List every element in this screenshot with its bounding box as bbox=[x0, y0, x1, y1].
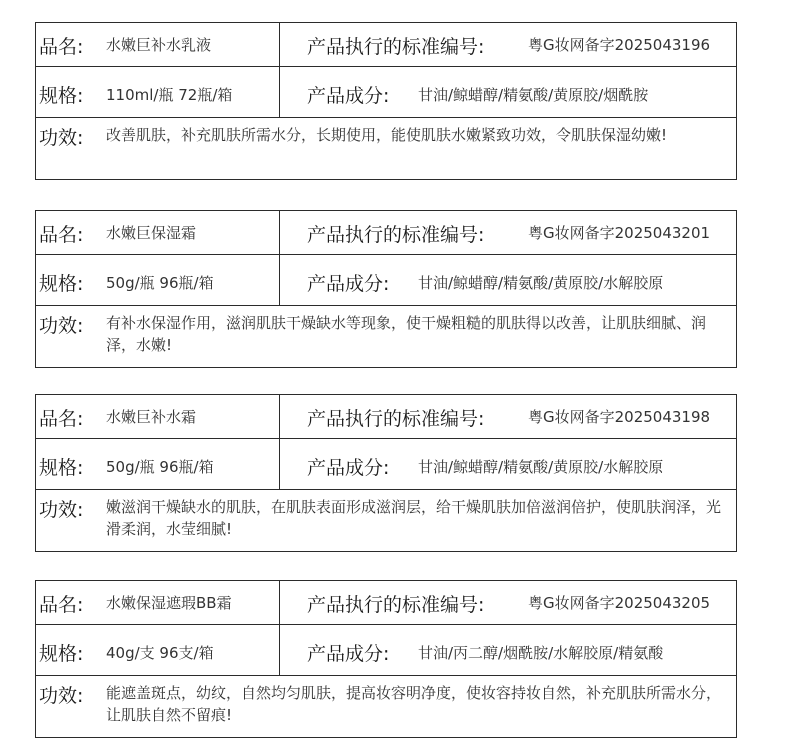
name-row bbox=[36, 211, 736, 255]
name-row bbox=[36, 581, 736, 625]
name-label: 品名: bbox=[39, 36, 84, 58]
product-card bbox=[35, 394, 737, 552]
product-ingredients: 甘油/丙二醇/烟酰胺/水解胶原/精氨酸 bbox=[418, 644, 664, 662]
product-spec: 110ml/瓶 72瓶/箱 bbox=[106, 86, 233, 104]
column-divider bbox=[279, 581, 280, 624]
product-effect: 能遮盖斑点，幼纹，自然均匀肌肤，提高妆容明净度，使妆容持妆自然，补充肌肤所需水分，让肌肤自然不留痕! bbox=[106, 684, 722, 724]
effect-label: 功效: bbox=[39, 127, 84, 149]
spec-row bbox=[36, 439, 736, 490]
effect-row bbox=[36, 118, 736, 179]
standard-label: 产品执行的标准编号: bbox=[307, 408, 485, 430]
column-divider bbox=[279, 211, 280, 254]
product-ingredients: 甘油/鲸蜡醇/精氨酸/黄原胶/水解胶原 bbox=[418, 458, 664, 476]
spec-label: 规格: bbox=[39, 457, 84, 479]
product-ingredients: 甘油/鲸蜡醇/精氨酸/黄原胶/水解胶原 bbox=[418, 274, 664, 292]
column-divider bbox=[279, 255, 280, 305]
spec-label: 规格: bbox=[39, 273, 84, 295]
product-card bbox=[35, 580, 737, 738]
ingredients-label: 产品成分: bbox=[307, 273, 390, 295]
product-card bbox=[35, 210, 737, 368]
ingredients-label: 产品成分: bbox=[307, 457, 390, 479]
column-divider bbox=[279, 67, 280, 117]
effect-label: 功效: bbox=[39, 499, 84, 521]
standard-number: 粤G妆网备字2025043196 bbox=[528, 36, 711, 54]
product-name: 水嫩巨保湿霜 bbox=[106, 224, 197, 242]
standard-label: 产品执行的标准编号: bbox=[307, 36, 485, 58]
ingredients-label: 产品成分: bbox=[307, 85, 390, 107]
product-name: 水嫩巨补水霜 bbox=[106, 408, 197, 426]
effect-row bbox=[36, 306, 736, 367]
name-label: 品名: bbox=[39, 594, 84, 616]
column-divider bbox=[279, 625, 280, 675]
spec-label: 规格: bbox=[39, 85, 84, 107]
effect-label: 功效: bbox=[39, 685, 84, 707]
product-effect: 有补水保湿作用，滋润肌肤干燥缺水等现象，使干燥粗糙的肌肤得以改善，让肌肤细腻、润泽，水嫩! bbox=[106, 314, 707, 354]
spec-row bbox=[36, 255, 736, 306]
standard-number: 粤G妆网备字2025043205 bbox=[528, 594, 711, 612]
standard-number: 粤G妆网备字2025043198 bbox=[528, 408, 711, 426]
product-name: 水嫩保湿遮瑕BB霜 bbox=[106, 594, 232, 612]
standard-number: 粤G妆网备字2025043201 bbox=[528, 224, 711, 242]
spec-label: 规格: bbox=[39, 643, 84, 665]
name-row bbox=[36, 395, 736, 439]
column-divider bbox=[279, 439, 280, 489]
product-name: 水嫩巨补水乳液 bbox=[106, 36, 212, 54]
standard-label: 产品执行的标准编号: bbox=[307, 224, 485, 246]
product-effect: 改善肌肤，补充肌肤所需水分，长期使用，能使肌肤水嫩紧致功效，令肌肤保湿幼嫩! bbox=[106, 126, 668, 144]
ingredients-label: 产品成分: bbox=[307, 643, 390, 665]
name-label: 品名: bbox=[39, 224, 84, 246]
product-spec: 50g/瓶 96瓶/箱 bbox=[106, 458, 214, 476]
product-effect: 嫩滋润干燥缺水的肌肤，在肌肤表面形成滋润层，给干燥肌肤加倍滋润倍护，使肌肤润泽，光滑柔润，水莹细腻! bbox=[106, 498, 722, 538]
product-ingredients: 甘油/鲸蜡醇/精氨酸/黄原胶/烟酰胺 bbox=[418, 86, 649, 104]
effect-label: 功效: bbox=[39, 315, 84, 337]
effect-row bbox=[36, 676, 736, 737]
product-spec: 40g/支 96支/箱 bbox=[106, 644, 214, 662]
product-card bbox=[35, 22, 737, 180]
column-divider bbox=[279, 395, 280, 438]
spec-row bbox=[36, 67, 736, 118]
spec-row bbox=[36, 625, 736, 676]
standard-label: 产品执行的标准编号: bbox=[307, 594, 485, 616]
product-spec: 50g/瓶 96瓶/箱 bbox=[106, 274, 214, 292]
name-row bbox=[36, 23, 736, 67]
effect-row bbox=[36, 490, 736, 551]
name-label: 品名: bbox=[39, 408, 84, 430]
column-divider bbox=[279, 23, 280, 66]
